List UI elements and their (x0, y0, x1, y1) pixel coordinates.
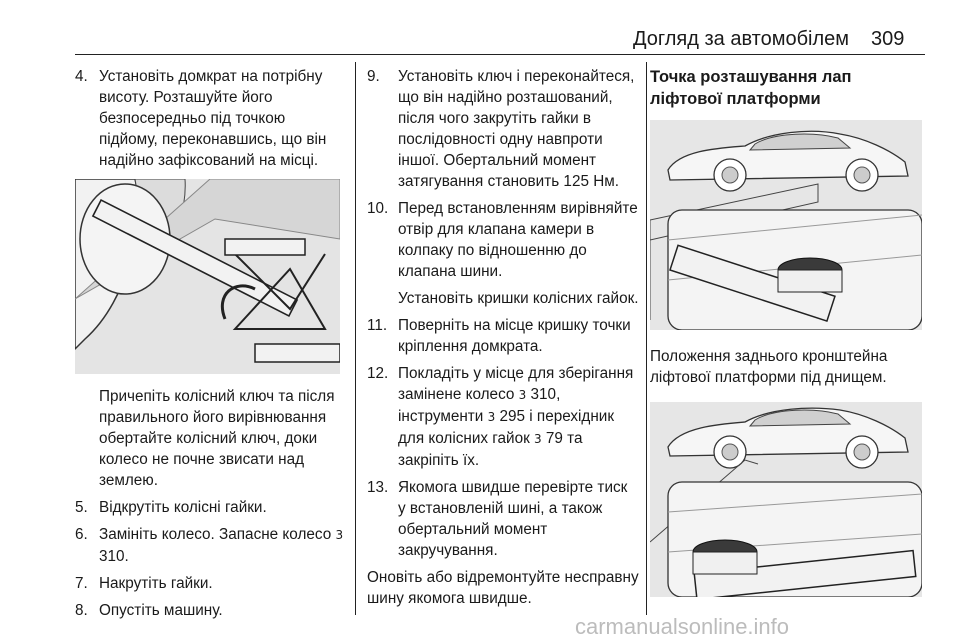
tyre-paragraph: Оновіть або відремонтуйте несправну шину якомога швидше. (367, 569, 639, 607)
step-text: Опустіть машину. (99, 602, 223, 619)
page-ref-link[interactable]: 310. (99, 548, 129, 565)
column-1 (75, 66, 345, 627)
page-ref-link[interactable]: 79 та закріпіть їх. (398, 430, 583, 469)
watermark-text: carmanualsonline.info (575, 614, 790, 639)
step-text: Замініть колесо. Запасне колесо (99, 526, 336, 543)
step-number: 11. (367, 317, 388, 334)
step-text-continued: Установіть кришки колісних гайок. (398, 290, 639, 307)
step-13 (367, 477, 639, 561)
step-number: 7. (75, 575, 88, 592)
step-11 (367, 315, 639, 357)
jack-drawing (75, 179, 340, 374)
page-ref-icon: 3 (534, 432, 542, 446)
step-text: Покладіть у місце для зберігання замінене колесо (398, 365, 634, 403)
column-divider-1 (355, 62, 356, 615)
step-text: Поверніть на місце кришку точки кріплення домкрата. (398, 317, 631, 355)
jack-illustration (75, 179, 340, 374)
step-10 (367, 198, 639, 309)
figure-caption: Положення заднього кронштейна ліфтової платформи під днищем. (650, 348, 888, 386)
wrench-paragraph: Причепіть колісний ключ та після правильного його вирівнювання обертайте колісний ключ, доки колесо не почне звисати над землею. (99, 388, 335, 489)
step-7 (75, 573, 345, 594)
step-number: 8. (75, 602, 88, 619)
header-rule (75, 54, 925, 55)
step-5 (75, 497, 345, 518)
lift-point-front-illustration (650, 120, 922, 330)
page-ref-icon: 3 (518, 388, 527, 402)
column-divider-2 (646, 62, 647, 615)
step-12 (367, 363, 639, 471)
step-8 (75, 600, 345, 621)
step-text: Якомога швидше перевірте тиск у встановленій шині, а також обертальний момент закручування. (398, 479, 628, 559)
step-number: 6. (75, 526, 88, 543)
step-number: 5. (75, 499, 88, 516)
section-heading: Точка розташування лап ліфтової платформи (650, 68, 852, 108)
car-underbody-front-drawing (650, 120, 922, 330)
step-4 (75, 66, 345, 171)
step-number: 12. (367, 365, 389, 382)
step-number: 13. (367, 479, 389, 496)
step-text: Накрутіть гайки. (99, 575, 213, 592)
step-6 (75, 524, 345, 567)
page-ref-icon: 3 (335, 528, 344, 542)
page-header-title: Догляд за автомобілем (633, 28, 850, 50)
column-3 (650, 66, 925, 597)
page-ref-link[interactable]: 310, інструменти (398, 386, 561, 425)
step-text: Перед встановленням вирівняйте отвір для клапана камери в колпаку по відношенню до клапана шини. (398, 200, 638, 280)
step-text: Установіть ключ і переконайтеся, що він надійно розташований, після чого закрутіть гайки в послідовності одну навпроти іншої. Обертальний момент затягування становить 125 Нм. (398, 68, 635, 190)
step-text: Відкрутіть колісні гайки. (99, 499, 267, 516)
step-number: 10. (367, 200, 389, 217)
step-number: 4. (75, 68, 88, 85)
page-number: 309 (871, 28, 905, 50)
page-ref-link[interactable]: 295 і перехідник для колісних гайок (398, 408, 615, 447)
step-text: Установіть домкрат на потрібну висоту. Розташуйте його безпосередньо під точкою підйому, переконавшись, що він надійно зафіксований на місці. (99, 68, 327, 169)
car-underbody-rear-drawing (650, 402, 922, 597)
step-9 (367, 66, 639, 192)
column-2 (367, 66, 639, 615)
step-number: 9. (367, 68, 380, 85)
lift-point-rear-illustration (650, 402, 922, 597)
page-ref-icon: 3 (487, 410, 496, 424)
